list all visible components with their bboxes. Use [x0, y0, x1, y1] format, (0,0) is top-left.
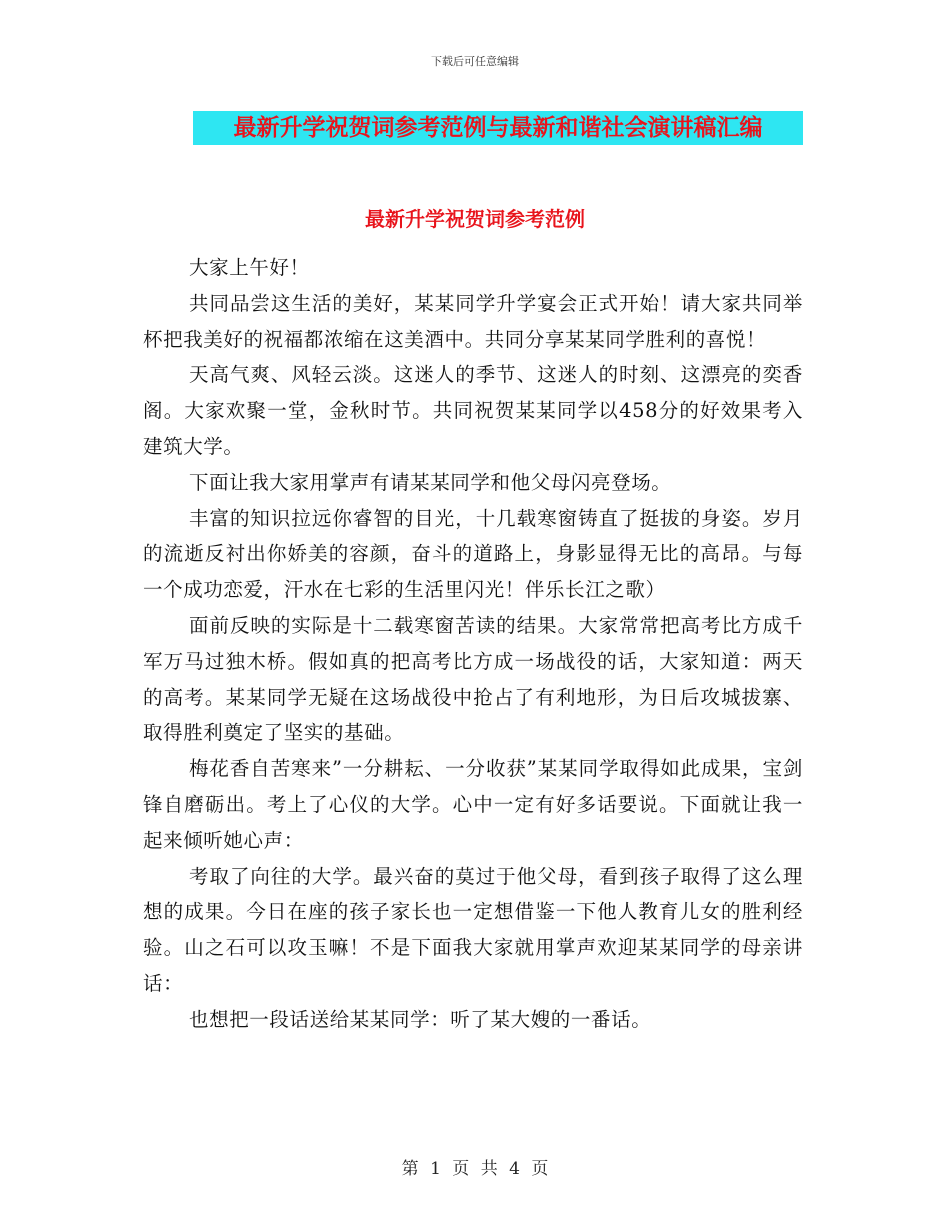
paragraph: 共同品尝这生活的美好，某某同学升学宴会正式开始！请大家共同举杯把我美好的祝福都浓缩在这美酒中。共同分享某某同学胜利的喜悦！: [143, 291, 803, 351]
main-title-highlight: [193, 111, 803, 145]
header-note: 下载后可任意编辑: [431, 55, 519, 68]
section-title: 最新升学祝贺词参考范例: [365, 207, 585, 231]
paragraph: 面前反映的实际是十二载寒窗苦读的结果。大家常常把高考比方成千军万马过独木桥。假如真的把高考比方成一场战役的话，大家知道：两天的高考。某某同学无疑在这场战役中抢占了有利地形，为日后攻城拔寨、取得胜利奠定了坚实的基础。: [143, 613, 803, 745]
paragraph: 天高气爽、风轻云淡。这迷人的季节、这迷人的时刻、这漂亮的奕香阁。大家欢聚一堂，金秋时节。共同祝贺某某同学以458分的好效果考入建筑大学。: [143, 363, 803, 458]
main-title: 最新升学祝贺词参考范例与最新和谐社会演讲稿汇编: [233, 115, 763, 141]
body-text: [143, 250, 803, 1038]
page-footer: 第 1 页 共 4 页: [401, 1159, 549, 1179]
paragraph: 丰富的知识拉远你睿智的目光，十几载寒窗铸直了挺拔的身姿。岁月的流逝反衬出你娇美的容颜，奋斗的道路上，身影显得无比的高昂。与每一个成功恋爱，汗水在七彩的生活里闪光！伴乐长江之歌）: [143, 506, 803, 602]
paragraph: 考取了向往的大学。最兴奋的莫过于他父母，看到孩子取得了这么理想的成果。今日在座的孩子家长也一定想借鉴一下他人教育儿女的胜利经验。山之石可以攻玉嘛！不是下面我大家就用掌声欢迎某某同学的母亲讲话：: [143, 864, 803, 995]
paragraph: 也想把一段话送给某某同学：听了某大嫂的一番话。: [189, 1007, 652, 1031]
paragraph: 梅花香自苦寒来”一分耕耘、一分收获”某某同学取得如此成果，宝剑锋自磨砺出。考上了心仪的大学。心中一定有好多话要说。下面就让我一起来倾听她心声：: [143, 757, 803, 852]
paragraph: 下面让我大家用掌声有请某某同学和他父母闪亮登场。: [189, 470, 672, 494]
paragraph: 大家上午好！: [189, 256, 310, 279]
